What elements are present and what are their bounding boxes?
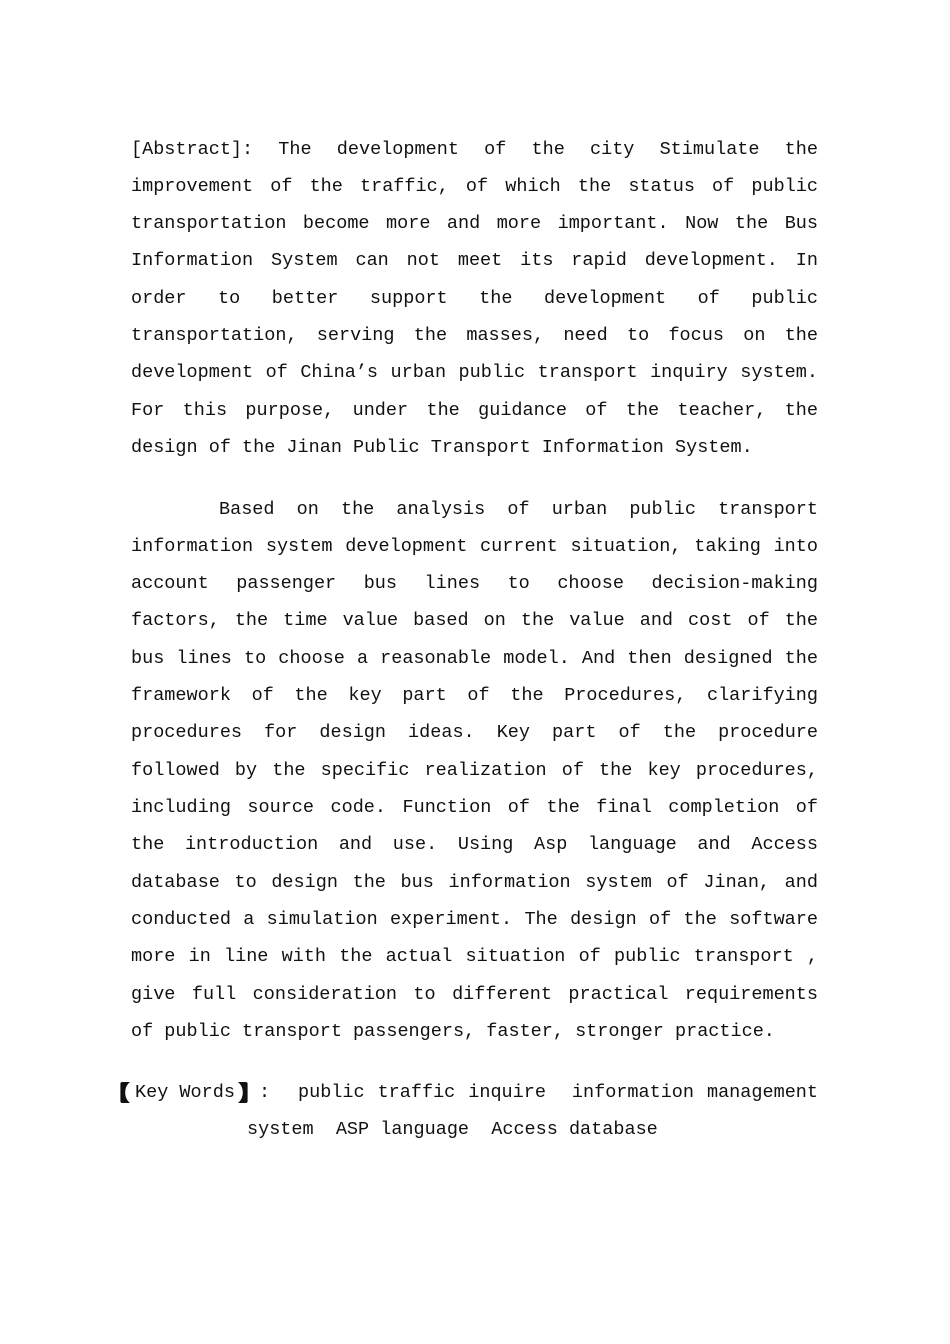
abstract-line: For this purpose, under the guidance of the teacher, the [131, 399, 818, 421]
keywords-colon: : [259, 1081, 271, 1103]
abstract-line: order to better support the development of public [131, 287, 818, 309]
keywords-label: Key Words [135, 1081, 235, 1103]
right-black-lenticular-bracket-icon [238, 1082, 248, 1103]
abstract-line: improvement of the traffic, of which the status of public [131, 175, 818, 197]
body-line: framework of the key part of the Procedures, clarifying [131, 685, 818, 707]
abstract-line: [Abstract]: The development of the city Stimulate the [131, 138, 818, 160]
body-line: bus lines to choose a reasonable model. And then designed the [131, 647, 818, 669]
abstract-line: development of China’s urban public transport inquiry system. [131, 362, 818, 384]
abstract-line: transportation, serving the masses, need to focus on the [131, 325, 818, 347]
body-line: account passenger bus lines to choose decision-making [131, 573, 818, 595]
body-paragraph [131, 491, 818, 1051]
body-line: information system development current situation, taking into [131, 535, 818, 557]
body-line: more in line with the actual situation of public transport , [131, 946, 818, 968]
keywords-line: system ASP language Access database [247, 1118, 658, 1140]
body-line: give full consideration to different practical requirements [131, 983, 818, 1005]
abstract-line: design of the Jinan Public Transport Information System. [131, 437, 753, 459]
body-line: including source code. Function of the final completion of [131, 797, 818, 819]
abstract-paragraph [131, 131, 818, 467]
body-line: database to design the bus information system of Jinan, and [131, 871, 818, 893]
left-black-lenticular-bracket-icon [120, 1082, 130, 1103]
body-line: of public transport passengers, faster, stronger practice. [131, 1021, 775, 1043]
abstract-line: Information System can not meet its rapid development. In [131, 250, 818, 272]
body-line: factors, the time value based on the value and cost of the [131, 610, 818, 632]
body-line: conducted a simulation experiment. The design of the software [131, 909, 818, 931]
body-line: followed by the specific realization of the key procedures, [131, 759, 818, 781]
body-line: Based on the analysis of urban public transport [219, 498, 818, 520]
abstract-line: transportation become more and more important. Now the Bus [131, 213, 818, 235]
keywords-line: public traffic inquire information management [298, 1081, 818, 1103]
body-line: the introduction and use. Using Asp language and Access [131, 834, 818, 856]
body-line: procedures for design ideas. Key part of the procedure [131, 722, 818, 744]
